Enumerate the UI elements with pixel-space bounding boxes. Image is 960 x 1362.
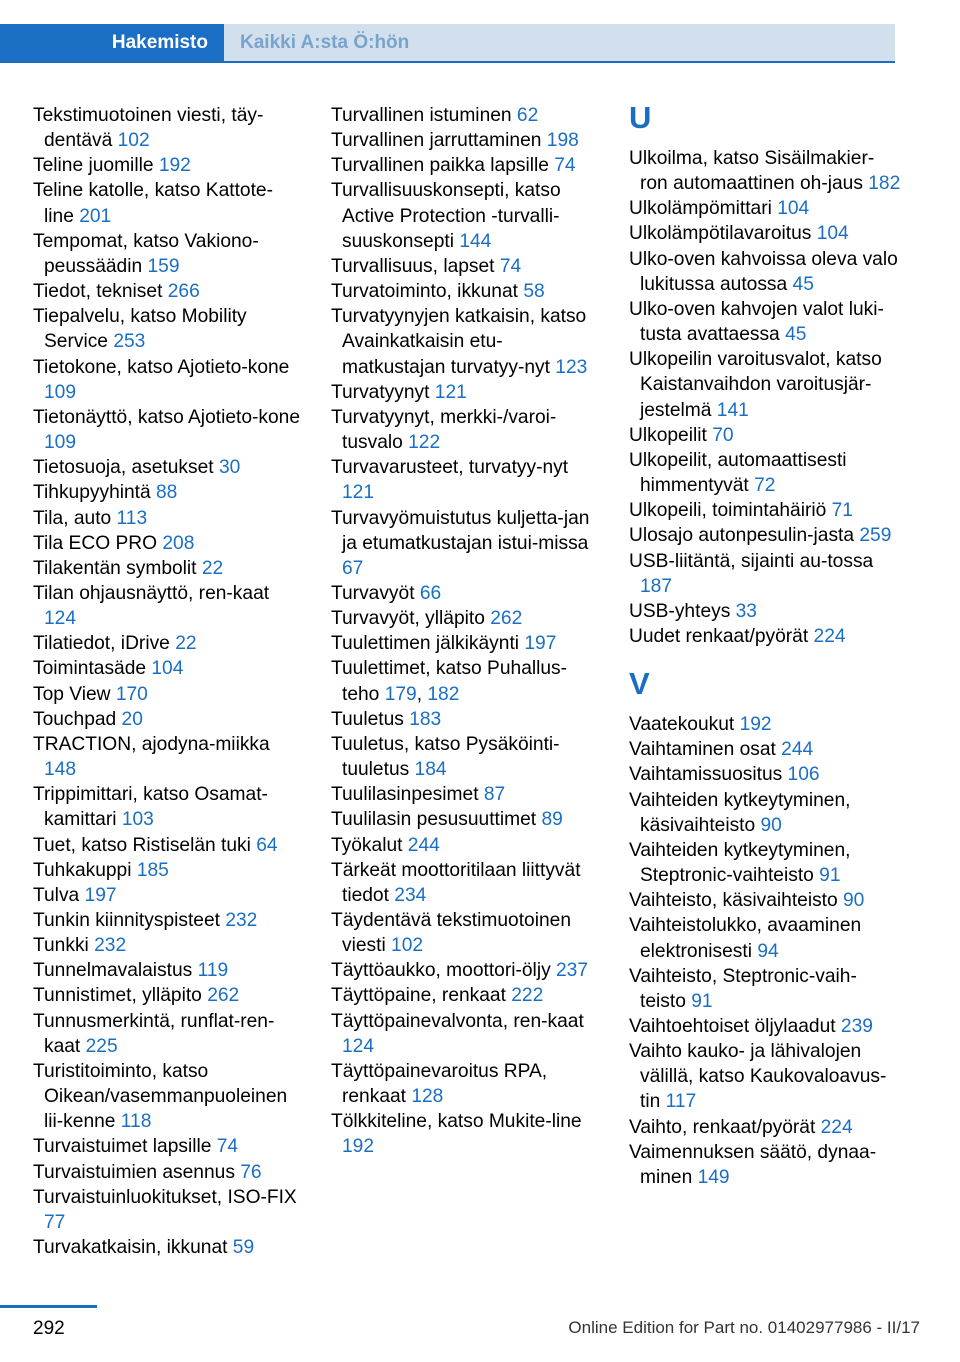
page-ref-link[interactable]: 148: [44, 759, 77, 781]
page-number: 292: [33, 1318, 65, 1339]
index-term: Tempomat, katso Vakiono‐peussäädin: [33, 230, 259, 277]
index-term: Tulva: [33, 884, 85, 906]
page-ref-link[interactable]: 102: [391, 935, 424, 957]
index-term: Tietonäyttö, katso Ajotieto‐kone: [33, 406, 301, 428]
page-ref-link[interactable]: 253: [113, 331, 146, 353]
page-ref-link[interactable]: 185: [136, 859, 169, 881]
index-entry: [331, 254, 603, 279]
index-term: Ulkolämpömittari: [629, 198, 778, 220]
index-entry: [629, 498, 901, 523]
index-entry: [629, 423, 901, 448]
index-term: Trippimittari, katso Osamat‐kamittari: [33, 784, 268, 831]
index-column-1: [33, 103, 301, 1260]
page-ref-link[interactable]: 113: [116, 507, 148, 529]
index-entry: [33, 631, 301, 656]
index-term: Tila ECO PRO: [33, 532, 163, 554]
index-entry: [33, 1134, 301, 1159]
page-ref-link[interactable]: 159: [147, 255, 180, 277]
page-ref-link[interactable]: 141: [716, 399, 749, 421]
page-ref-link[interactable]: 244: [781, 739, 814, 761]
index-term: Turvavarusteet, turvatyy‐nyt: [331, 457, 569, 479]
index-term: Täyttöpaine, renkaat: [331, 985, 512, 1007]
header-bar: [0, 0, 960, 62]
page-ref-link[interactable]: 109: [44, 381, 77, 403]
index-entry: [629, 221, 901, 246]
page-ref-link[interactable]: 224: [813, 625, 846, 647]
index-entry: [331, 958, 603, 983]
index-entry: [33, 1009, 301, 1059]
index-entry: [33, 782, 301, 832]
page-ref-link[interactable]: 77: [44, 1211, 66, 1233]
index-entry: [33, 455, 301, 480]
index-column-3: [629, 100, 901, 1190]
index-term: Vaihtaminen osat: [629, 739, 782, 761]
index-entry: [629, 838, 901, 888]
page-ref-link[interactable]: 121: [434, 381, 467, 403]
index-entry: [33, 958, 301, 983]
page-ref-link[interactable]: 198: [546, 130, 579, 152]
index-entry: [33, 908, 301, 933]
index-term: Turvallinen paikka lapsille: [331, 155, 555, 177]
index-term: Turvallinen istuminen: [331, 105, 517, 126]
index-entry: [33, 178, 301, 228]
index-term: Turvatyynyt, merkki-/varoi‐tusvalo: [331, 406, 557, 454]
index-entry: [33, 556, 301, 581]
index-entry: [331, 858, 603, 908]
page-ref-link[interactable]: 62: [516, 105, 539, 126]
page-ref-link[interactable]: 117: [665, 1091, 697, 1113]
page-ref-link[interactable]: 234: [394, 884, 427, 906]
index-term: Turvallisuuskonsepti, katso Active Protection -turvalli‐suuskonsepti: [331, 180, 561, 252]
index-term: Tiedot, tekniset: [33, 281, 168, 303]
index-term: Teline juomille: [33, 155, 159, 177]
index-term: Tunkin kiinnityspisteet: [33, 910, 226, 931]
index-entry: [331, 656, 603, 706]
page-ref-link[interactable]: 87: [483, 784, 506, 806]
page-ref-link[interactable]: 74: [554, 155, 576, 177]
index-entry: [629, 523, 901, 548]
index-term: USB-liitäntä, sijainti au‐tossa: [629, 550, 874, 572]
index-entry: [33, 1235, 301, 1260]
page-ref-link[interactable]: 109: [44, 432, 77, 454]
index-term: Tuulettimet, katso Puhallus‐teho: [331, 658, 568, 705]
index-entry: [33, 656, 301, 681]
page-ref-link[interactable]: 76: [240, 1161, 262, 1183]
page-ref-link[interactable]: 90: [843, 890, 865, 912]
index-term: Tuuletus: [331, 708, 410, 730]
page-ref-link[interactable]: 94: [757, 940, 779, 962]
index-term: Tietosuoja, asetukset: [33, 457, 219, 479]
page-ref-link[interactable]: 30: [218, 457, 241, 479]
index-term: Täyttöpainevalvonta, ren‐kaat: [331, 1010, 584, 1032]
index-entry: [331, 631, 603, 656]
page-ref-link[interactable]: 91: [819, 865, 841, 887]
index-term: Ulkopeilin varoitusvalot, katso Kaistanvaihdon varoitusjär‐jestelmä: [629, 349, 882, 421]
page-ref-link[interactable]: 179: [384, 683, 417, 705]
index-entry: [629, 712, 901, 737]
page-ref-link[interactable]: 45: [785, 324, 807, 346]
index-term: Turvaistuimet lapsille: [33, 1136, 217, 1158]
index-entry: [331, 1059, 603, 1109]
index-entry: [33, 229, 301, 279]
index-term: Vaihteistolukko, avaaminen elektronisesti: [629, 915, 862, 962]
index-term: Täydentävä tekstimuotoinen viesti: [331, 910, 571, 957]
index-term: Tunnusmerkintä, runflat-ren‐kaat: [33, 1010, 275, 1057]
page-ref-link[interactable]: 201: [79, 205, 112, 227]
index-entry: [629, 297, 901, 347]
index-entry: [331, 405, 603, 455]
index-term: Vaihto, renkaat/pyörät: [629, 1116, 821, 1138]
index-term: Ulkopeilit, automaattisesti himmentyvät: [629, 449, 847, 497]
index-term: Vaihto kauko- ja lähivalojen välillä, katso Kaukovaloavus‐tin: [629, 1041, 887, 1113]
page-ref-link[interactable]: 244: [407, 834, 440, 856]
index-term: Vaihteisto, käsivaihteisto: [629, 890, 844, 912]
page-ref-link[interactable]: 33: [735, 600, 757, 622]
page-ref-link[interactable]: 192: [739, 714, 772, 736]
index-term: Tunkki: [33, 935, 95, 957]
index-entry: [33, 355, 301, 405]
index-term: Uudet renkaat/pyörät: [629, 625, 814, 647]
index-entry: [629, 549, 901, 599]
index-term: Teline katolle, katso Kattote‐line: [33, 180, 273, 227]
page-ref-link[interactable]: 225: [85, 1035, 118, 1057]
page-ref-link[interactable]: 124: [44, 608, 77, 630]
index-term: Ulkolämpötilavaroitus: [629, 223, 817, 245]
page-ref-link[interactable]: 104: [816, 223, 849, 245]
page-ref-link[interactable]: 192: [158, 155, 191, 177]
page-ref-link[interactable]: 103: [121, 809, 154, 831]
index-term: Täyttöpainevaroitus RPA, renkaat: [331, 1060, 548, 1108]
index-term: Ulkoilma, katso Sisäilmakier‐ron automaattinen oh‐jaus: [629, 148, 875, 195]
page-ref-link[interactable]: 72: [754, 475, 776, 497]
page-ref-link[interactable]: 104: [777, 198, 810, 220]
index-entry: [629, 1115, 901, 1140]
index-entry: [629, 737, 901, 762]
index-entry: [33, 707, 301, 732]
index-entry: [629, 347, 901, 422]
index-entry: [629, 1039, 901, 1114]
index-term: Touchpad: [33, 708, 122, 730]
index-entry: [331, 178, 603, 253]
index-entry: [33, 1160, 301, 1185]
index-column-2: [331, 103, 603, 1160]
index-entry: [33, 933, 301, 958]
page-ref-link[interactable]: 122: [408, 432, 441, 454]
page-ref-link[interactable]: 184: [414, 759, 447, 781]
index-term: Tuet, katso Ristiselän tuki: [33, 834, 257, 856]
page-ref-link[interactable]: 187: [640, 575, 673, 597]
page-ref-link[interactable]: 123: [555, 356, 588, 378]
footer-divider: [0, 1305, 97, 1308]
page-ref-link[interactable]: 224: [820, 1116, 853, 1138]
index-term: Täyttöaukko, moottori‐öljy: [331, 960, 557, 982]
index-term: Turvavyömuistutus kuljetta‐jan ja etumatkustajan istui‐missa: [331, 507, 590, 554]
page-ref-link[interactable]: 239: [840, 1016, 873, 1037]
index-entry: [629, 788, 901, 838]
index-term: Turvatyynyjen katkaisin, katso Avainkatkaisin etu‐matkustajan turvatyy‐nyt: [331, 306, 587, 378]
index-entry: [33, 1185, 301, 1235]
page-ref-link[interactable]: 104: [151, 658, 184, 680]
page-ref-link[interactable]: 45: [792, 273, 814, 295]
index-entry: [331, 908, 603, 958]
header-divider: [0, 61, 895, 63]
index-term: Turistitoiminto, katso Oikean/vasemmanpuoleinen lii‐kenne: [33, 1060, 288, 1133]
page-ref-link[interactable]: 182: [427, 683, 460, 705]
index-entry: [33, 581, 301, 631]
index-letter-heading: V: [629, 666, 650, 702]
page-ref-link[interactable]: 232: [94, 935, 127, 957]
index-term: USB-yhteys: [629, 600, 736, 622]
index-term: Vaihteiden kytkeytyminen, Steptronic-vaihteisto: [629, 839, 851, 887]
index-term: Tärkeät moottoritilaan liittyvät tiedot: [331, 859, 581, 906]
index-entry: [331, 153, 603, 178]
index-entry: [33, 480, 301, 505]
index-entry: [331, 279, 603, 304]
index-term: Top View: [33, 683, 116, 705]
tab-hakemisto[interactable]: Hakemisto: [0, 24, 224, 61]
page-ref-link[interactable]: 89: [541, 809, 563, 831]
index-entry: [33, 304, 301, 354]
index-term: Turvaistuinluokitukset, ISO‐FIX: [33, 1186, 297, 1208]
page-ref-link[interactable]: 91: [691, 990, 713, 1012]
index-term: Vaihtoehtoiset öljylaadut: [629, 1016, 841, 1037]
index-entry: [331, 983, 603, 1008]
page-ref-link[interactable]: 208: [162, 532, 195, 554]
index-entry: [331, 606, 603, 631]
index-entry: [629, 448, 901, 498]
index-term: Ulkopeilit: [629, 424, 713, 446]
page-ref-link[interactable]: 262: [207, 985, 240, 1007]
index-term: Tuulilasinpesimet: [331, 784, 484, 806]
index-entry: [331, 782, 603, 807]
index-entry: [331, 833, 603, 858]
index-term: Tunnistimet, ylläpito: [33, 985, 208, 1007]
index-term: Tiepalvelu, katso Mobility Service: [33, 306, 247, 353]
index-letter-heading: U: [629, 100, 652, 135]
index-entry: [331, 807, 603, 832]
index-term: Turvallinen jarruttaminen: [331, 130, 547, 152]
page-ref-link[interactable]: 128: [411, 1086, 444, 1108]
index-entry: [629, 599, 901, 624]
index-term: Tilatiedot, iDrive: [33, 633, 176, 655]
index-term: Ulko-oven kahvoissa oleva valo lukitussa autossa: [629, 248, 898, 295]
index-term: Toimintasäde: [33, 658, 152, 680]
index-term: Työkalut: [331, 834, 408, 856]
page-ref-link[interactable]: 119: [197, 960, 229, 982]
index-entry: [33, 883, 301, 908]
index-entry: [331, 103, 603, 128]
page-ref-link[interactable]: 144: [459, 230, 492, 252]
index-term: Turvavyöt, ylläpito: [331, 608, 491, 630]
index-entry: [331, 732, 603, 782]
index-term: Vaatekoukut: [629, 714, 740, 736]
index-entry: [33, 732, 301, 782]
index-entry: [331, 455, 603, 505]
index-entry: [331, 1009, 603, 1059]
page-ref-link[interactable]: 88: [156, 482, 178, 504]
index-entry: [629, 964, 901, 1014]
index-term: Turvaistuimien asennus: [33, 1161, 241, 1183]
index-term: Ulosajo autonpesulin‐jasta: [629, 525, 860, 547]
index-term: Tuulettimen jälkikäynti: [331, 633, 525, 655]
index-term: Tilan ohjausnäyttö, ren‐kaat: [33, 582, 270, 604]
index-entry: [629, 1140, 901, 1190]
index-entry: [331, 1109, 603, 1159]
page-ref-link[interactable]: 237: [556, 960, 589, 982]
page-ref-link[interactable]: 66: [419, 582, 442, 604]
page-ref-link[interactable]: 71: [831, 500, 853, 522]
index-term: Tunnelmavalaistus: [33, 960, 198, 982]
page-ref-link[interactable]: 192: [342, 1136, 375, 1158]
index-term: Tuuletus, katso Pysäköinti‐tuuletus: [331, 733, 560, 781]
page-ref-link[interactable]: 197: [84, 884, 117, 906]
index-term: Vaihteisto, Steptronic-vaih‐teisto: [629, 965, 857, 1012]
index-term: Tietokone, katso Ajotieto‐kone: [33, 356, 290, 378]
index-term: Tila, auto: [33, 507, 117, 529]
edition-note: Online Edition for Part no. 01402977986 - II/17: [568, 1318, 920, 1337]
index-entry: [629, 913, 901, 963]
index-term: Tuulilasin pesusuuttimet: [331, 809, 542, 831]
tab-kaikki-a-o[interactable]: Kaikki A:sta Ö:hön: [224, 24, 895, 61]
index-entry: [629, 624, 901, 649]
page-ref-link[interactable]: 182: [868, 173, 901, 195]
page-ref-link[interactable]: 59: [232, 1237, 255, 1259]
page-ref-link[interactable]: 67: [342, 557, 364, 579]
index-entry: [33, 506, 301, 531]
index-term: Turvallisuus, lapset: [331, 255, 500, 277]
index-entry: [629, 888, 901, 913]
index-entry: [331, 707, 603, 732]
page-ref-link[interactable]: 259: [859, 525, 892, 547]
page-ref-link[interactable]: 22: [201, 557, 224, 579]
page-ref-link[interactable]: 232: [225, 910, 258, 931]
page-ref-link[interactable]: 90: [760, 814, 782, 836]
index-term: Tölkkiteline, katso Mukite‐line: [331, 1111, 582, 1133]
index-entry: [629, 146, 901, 196]
page-ref-link[interactable]: 121: [342, 482, 375, 504]
index-entry: [331, 380, 603, 405]
index-term: TRACTION, ajodyna‐miikka: [33, 733, 270, 755]
page-ref-link[interactable]: 74: [499, 255, 522, 277]
index-term: Turvatyynyt: [331, 381, 435, 403]
page-ref-link[interactable]: 118: [120, 1111, 152, 1133]
index-entry: [331, 128, 603, 153]
index-entry: [331, 581, 603, 606]
page-ref-link[interactable]: 20: [121, 708, 143, 730]
index-entry: [33, 405, 301, 455]
page-ref-link[interactable]: 106: [787, 764, 820, 786]
page-ref-link[interactable]: 64: [256, 834, 278, 856]
page-ref-link[interactable]: 183: [409, 708, 442, 730]
page-ref-link[interactable]: 149: [697, 1166, 730, 1188]
index-entry: [331, 304, 603, 379]
index-term: Vaimennuksen säätö, dynaa‐minen: [629, 1141, 877, 1188]
index-entry: [33, 153, 301, 178]
page-ref-link[interactable]: 70: [712, 424, 734, 446]
index-entry: [629, 247, 901, 297]
page-ref-link[interactable]: 222: [511, 985, 544, 1007]
page-ref-link[interactable]: 74: [216, 1136, 239, 1158]
index-entry: [33, 279, 301, 304]
index-term: Tihkupyyhintä: [33, 482, 157, 504]
index-term: Turvavyöt: [331, 582, 420, 604]
index-entry: [629, 196, 901, 221]
index-entry: [33, 103, 301, 153]
index-entry: [33, 682, 301, 707]
index-term: Vaihtamissuositus: [629, 764, 788, 786]
index-term: Vaihteiden kytkeytyminen, käsivaihteisto: [629, 789, 851, 836]
index-entry: [629, 762, 901, 787]
page-ref-link[interactable]: 170: [115, 683, 148, 705]
index-term: Ulkopeili, toimintahäiriö: [629, 500, 832, 522]
page-ref-separator: ,: [416, 683, 428, 705]
index-term: Tekstimuotoinen viesti, täy‐dentävä: [33, 105, 264, 152]
index-entry: [629, 1014, 901, 1039]
index-entry: [33, 858, 301, 883]
page-ref-link[interactable]: 197: [524, 633, 557, 655]
page-ref-link[interactable]: 102: [117, 130, 150, 152]
page-ref-link[interactable]: 58: [523, 281, 545, 303]
page-ref-link[interactable]: 124: [342, 1035, 375, 1057]
page-ref-link[interactable]: 262: [490, 608, 523, 630]
page-ref-link[interactable]: 22: [175, 633, 197, 655]
page-ref-link[interactable]: 266: [167, 281, 200, 303]
index-entry: [331, 506, 603, 581]
index-entry: [33, 983, 301, 1008]
index-term: Turvakatkaisin, ikkunat: [33, 1237, 233, 1259]
index-term: Tuhkakuppi: [33, 859, 137, 881]
index-term: Ulko-oven kahvojen valot luki‐tusta avattaessa: [629, 298, 884, 346]
index-term: Tilakentän symbolit: [33, 557, 202, 579]
index-entry: [33, 531, 301, 556]
index-term: Turvatoiminto, ikkunat: [331, 281, 524, 303]
index-entry: [33, 833, 301, 858]
section-gap: [629, 649, 901, 669]
index-entry: [33, 1059, 301, 1134]
